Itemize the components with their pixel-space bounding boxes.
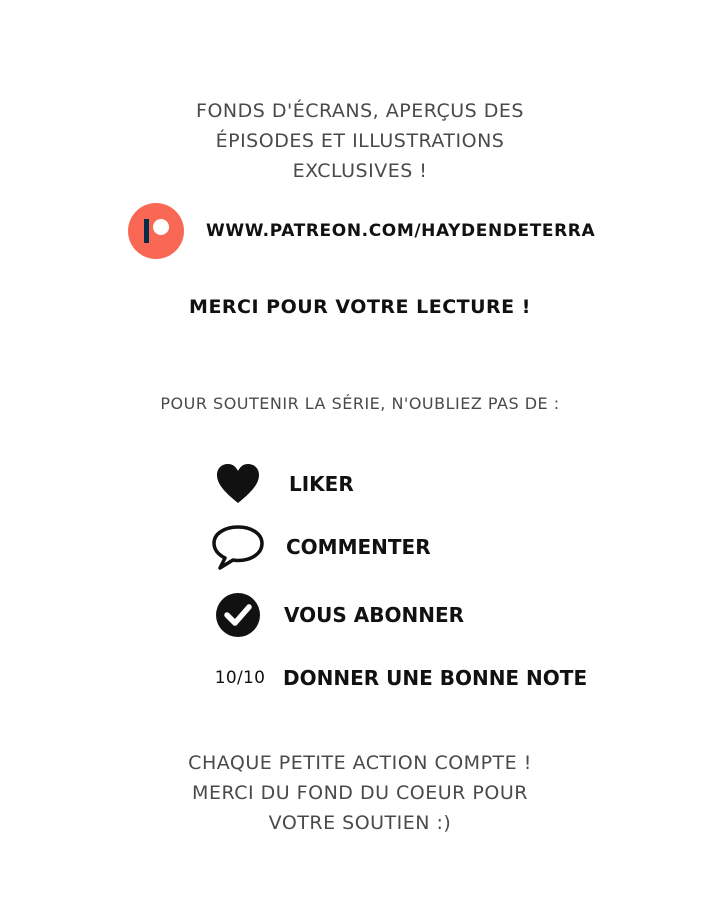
action-rate-label: DONNER UNE BONNE NOTE bbox=[283, 666, 588, 690]
action-subscribe bbox=[0, 590, 720, 640]
intro-line-3: EXCLUSIVES ! bbox=[292, 160, 428, 182]
action-like-label: LIKER bbox=[289, 472, 354, 496]
rating-text: 10/10 bbox=[214, 668, 266, 688]
patreon-logo-icon[interactable] bbox=[128, 203, 184, 259]
closing-text bbox=[0, 748, 720, 838]
checkmark-circle-icon bbox=[214, 591, 262, 639]
closing-line-1: CHAQUE PETITE ACTION COMPTE ! bbox=[188, 752, 532, 774]
intro-text bbox=[0, 96, 720, 186]
patreon-url-link[interactable]: WWW.PATREON.COM/HAYDENDETERRA bbox=[206, 221, 596, 241]
action-like bbox=[0, 459, 720, 509]
speech-bubble-icon bbox=[210, 522, 266, 572]
intro-line-2: ÉPISODES ET ILLUSTRATIONS bbox=[215, 130, 505, 152]
support-intro-text: POUR SOUTENIR LA SÉRIE, N'OUBLIEZ PAS DE : bbox=[160, 394, 560, 413]
action-subscribe-label: VOUS ABONNER bbox=[284, 603, 464, 627]
action-comment bbox=[0, 522, 720, 572]
action-comment-label: COMMENTER bbox=[286, 535, 431, 559]
action-rate bbox=[0, 653, 720, 703]
intro-line-1: FONDS D'ÉCRANS, APERÇUS DES bbox=[196, 100, 524, 122]
patreon-row[interactable] bbox=[128, 203, 595, 259]
closing-line-2: MERCI DU FOND DU COEUR POUR bbox=[192, 782, 528, 804]
thanks-heading: MERCI POUR VOTRE LECTURE ! bbox=[189, 296, 531, 318]
heart-icon bbox=[214, 460, 262, 508]
closing-line-3: VOTRE SOUTIEN :) bbox=[268, 812, 452, 834]
